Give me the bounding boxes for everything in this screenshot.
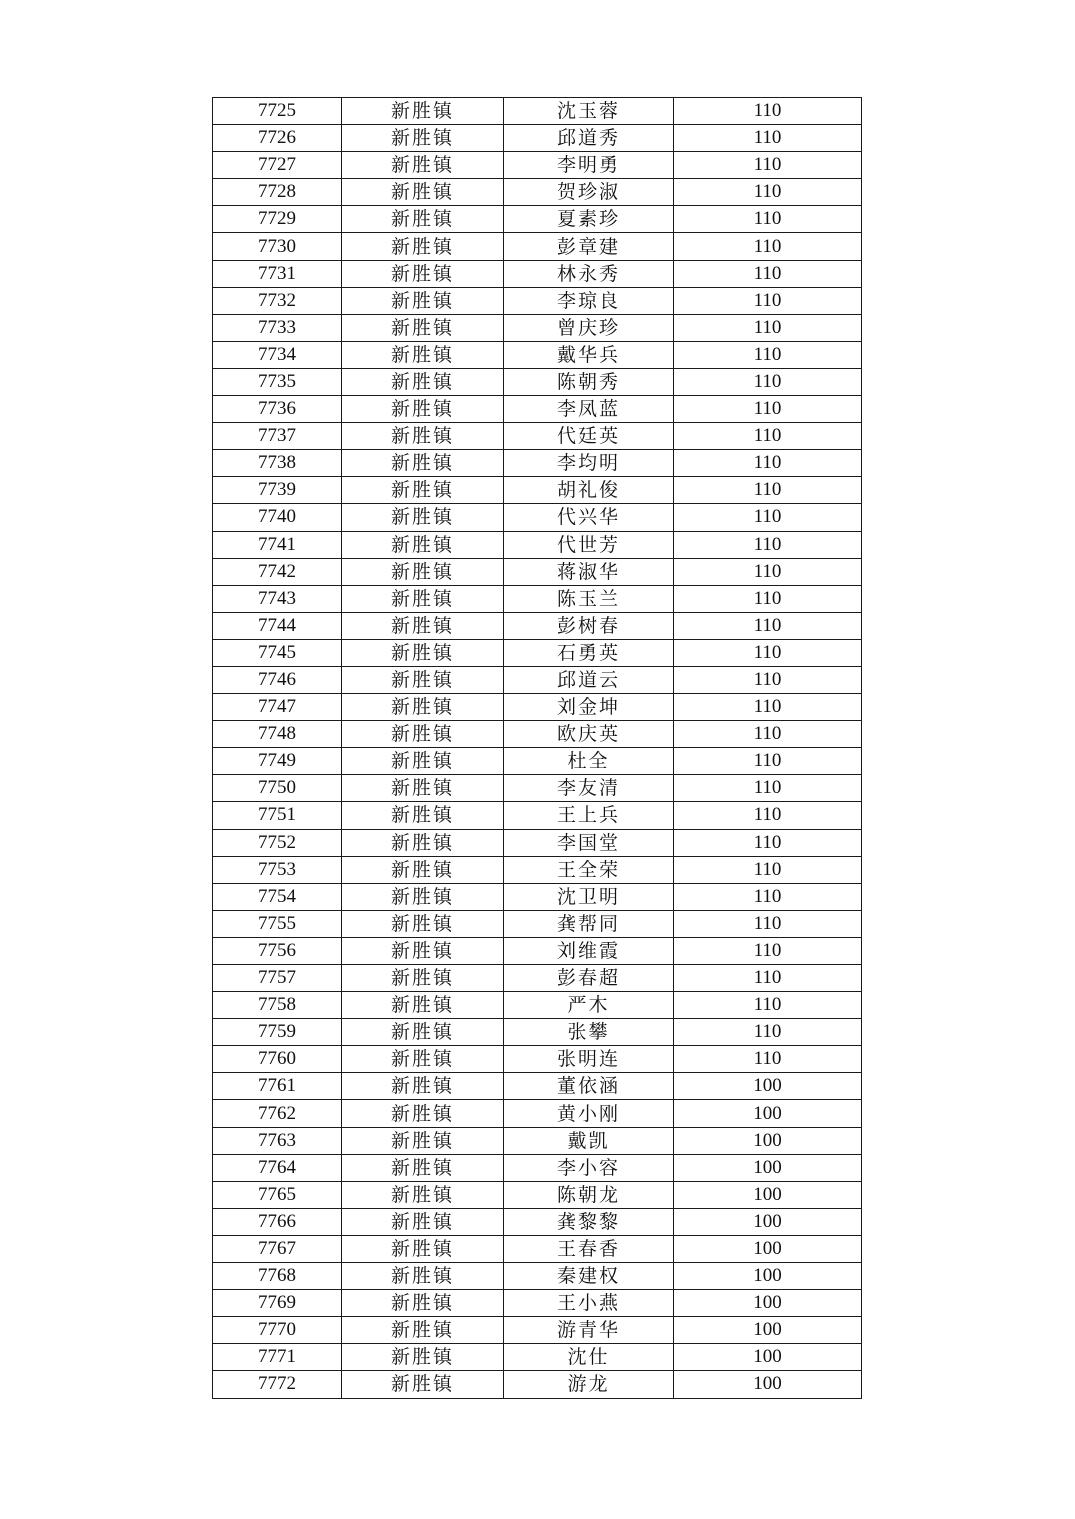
cell-town: 新胜镇 [342,1100,504,1127]
cell-serial-number: 7750 [213,775,342,802]
cell-town: 新胜镇 [342,558,504,585]
cell-person-name: 游青华 [504,1317,674,1344]
cell-town: 新胜镇 [342,937,504,964]
cell-town: 新胜镇 [342,1263,504,1290]
cell-serial-number: 7764 [213,1154,342,1181]
cell-serial-number: 7753 [213,856,342,883]
cell-serial-number: 7765 [213,1181,342,1208]
cell-person-name: 李明勇 [504,152,674,179]
table-row [213,1317,862,1344]
cell-person-name: 李国堂 [504,829,674,856]
cell-person-name: 沈仕 [504,1344,674,1371]
cell-serial-number: 7732 [213,287,342,314]
cell-serial-number: 7749 [213,748,342,775]
cell-town: 新胜镇 [342,802,504,829]
cell-amount: 110 [674,125,862,152]
table-row [213,1019,862,1046]
cell-amount: 110 [674,1019,862,1046]
cell-town: 新胜镇 [342,775,504,802]
cell-town: 新胜镇 [342,1317,504,1344]
table-row [213,423,862,450]
table-row [213,694,862,721]
cell-amount: 110 [674,396,862,423]
cell-town: 新胜镇 [342,314,504,341]
cell-serial-number: 7735 [213,368,342,395]
cell-town: 新胜镇 [342,585,504,612]
table-row [213,965,862,992]
cell-town: 新胜镇 [342,1073,504,1100]
table-row [213,531,862,558]
cell-town: 新胜镇 [342,179,504,206]
table-row [213,856,862,883]
cell-amount: 110 [674,910,862,937]
cell-person-name: 夏素珍 [504,206,674,233]
cell-person-name: 秦建权 [504,1263,674,1290]
cell-town: 新胜镇 [342,98,504,125]
cell-person-name: 沈卫明 [504,883,674,910]
cell-amount: 110 [674,368,862,395]
cell-amount: 110 [674,775,862,802]
cell-person-name: 游龙 [504,1371,674,1398]
table-row [213,152,862,179]
cell-person-name: 贺珍淑 [504,179,674,206]
cell-serial-number: 7747 [213,694,342,721]
cell-person-name: 代廷英 [504,423,674,450]
cell-town: 新胜镇 [342,612,504,639]
cell-amount: 110 [674,558,862,585]
cell-town: 新胜镇 [342,1181,504,1208]
cell-amount: 110 [674,531,862,558]
cell-serial-number: 7748 [213,721,342,748]
cell-amount: 110 [674,721,862,748]
table-row [213,179,862,206]
cell-serial-number: 7727 [213,152,342,179]
cell-amount: 100 [674,1208,862,1235]
cell-town: 新胜镇 [342,531,504,558]
cell-amount: 110 [674,287,862,314]
cell-serial-number: 7739 [213,477,342,504]
cell-person-name: 龚黎黎 [504,1208,674,1235]
table-row [213,558,862,585]
table-row [213,992,862,1019]
table-row [213,910,862,937]
table-row [213,1235,862,1262]
cell-person-name: 张攀 [504,1019,674,1046]
table-row [213,937,862,964]
table-row [213,721,862,748]
cell-amount: 110 [674,152,862,179]
table-row [213,1208,862,1235]
table-row [213,1100,862,1127]
cell-serial-number: 7730 [213,233,342,260]
cell-town: 新胜镇 [342,910,504,937]
cell-person-name: 王春香 [504,1235,674,1262]
cell-serial-number: 7741 [213,531,342,558]
cell-serial-number: 7768 [213,1263,342,1290]
cell-town: 新胜镇 [342,287,504,314]
cell-town: 新胜镇 [342,883,504,910]
cell-amount: 110 [674,965,862,992]
cell-town: 新胜镇 [342,1019,504,1046]
cell-town: 新胜镇 [342,1208,504,1235]
cell-person-name: 曾庆珍 [504,314,674,341]
roster-table [212,97,862,1399]
cell-amount: 110 [674,1046,862,1073]
table-row [213,396,862,423]
cell-amount: 110 [674,666,862,693]
cell-person-name: 胡礼俊 [504,477,674,504]
table-row [213,341,862,368]
cell-amount: 110 [674,341,862,368]
cell-amount: 110 [674,883,862,910]
table-row [213,287,862,314]
cell-serial-number: 7772 [213,1371,342,1398]
cell-person-name: 彭章建 [504,233,674,260]
table-row [213,775,862,802]
cell-amount: 110 [674,450,862,477]
cell-amount: 100 [674,1317,862,1344]
cell-serial-number: 7734 [213,341,342,368]
cell-serial-number: 7744 [213,612,342,639]
table-row [213,477,862,504]
cell-town: 新胜镇 [342,125,504,152]
cell-serial-number: 7769 [213,1290,342,1317]
table-row [213,125,862,152]
cell-town: 新胜镇 [342,368,504,395]
cell-serial-number: 7767 [213,1235,342,1262]
cell-person-name: 李琼良 [504,287,674,314]
cell-person-name: 石勇英 [504,639,674,666]
cell-serial-number: 7746 [213,666,342,693]
cell-town: 新胜镇 [342,1127,504,1154]
table-row [213,450,862,477]
cell-person-name: 代世芳 [504,531,674,558]
table-row [213,1154,862,1181]
cell-serial-number: 7751 [213,802,342,829]
cell-amount: 110 [674,639,862,666]
table-row [213,666,862,693]
cell-serial-number: 7733 [213,314,342,341]
table-row [213,1046,862,1073]
cell-town: 新胜镇 [342,1235,504,1262]
table-row [213,1371,862,1398]
cell-town: 新胜镇 [342,233,504,260]
table-row [213,1181,862,1208]
cell-town: 新胜镇 [342,721,504,748]
cell-amount: 110 [674,233,862,260]
cell-amount: 110 [674,260,862,287]
cell-serial-number: 7731 [213,260,342,287]
cell-serial-number: 7737 [213,423,342,450]
cell-town: 新胜镇 [342,1046,504,1073]
cell-person-name: 邱道云 [504,666,674,693]
cell-serial-number: 7728 [213,179,342,206]
cell-town: 新胜镇 [342,856,504,883]
table-row [213,829,862,856]
table-row [213,1127,862,1154]
cell-person-name: 欧庆英 [504,721,674,748]
cell-town: 新胜镇 [342,504,504,531]
cell-town: 新胜镇 [342,992,504,1019]
cell-serial-number: 7745 [213,639,342,666]
cell-amount: 110 [674,179,862,206]
cell-amount: 110 [674,612,862,639]
cell-amount: 110 [674,937,862,964]
cell-person-name: 王全荣 [504,856,674,883]
cell-town: 新胜镇 [342,450,504,477]
table-row [213,1263,862,1290]
cell-person-name: 陈朝龙 [504,1181,674,1208]
cell-person-name: 彭树春 [504,612,674,639]
cell-serial-number: 7754 [213,883,342,910]
cell-amount: 110 [674,585,862,612]
cell-serial-number: 7738 [213,450,342,477]
cell-serial-number: 7742 [213,558,342,585]
cell-town: 新胜镇 [342,965,504,992]
cell-amount: 110 [674,748,862,775]
cell-amount: 100 [674,1263,862,1290]
table-row [213,260,862,287]
cell-person-name: 李凤蓝 [504,396,674,423]
cell-serial-number: 7757 [213,965,342,992]
cell-amount: 110 [674,504,862,531]
cell-amount: 100 [674,1073,862,1100]
table-row [213,504,862,531]
table-row [213,612,862,639]
cell-serial-number: 7752 [213,829,342,856]
cell-amount: 110 [674,992,862,1019]
cell-town: 新胜镇 [342,666,504,693]
cell-person-name: 陈朝秀 [504,368,674,395]
cell-person-name: 沈玉蓉 [504,98,674,125]
cell-amount: 110 [674,314,862,341]
cell-person-name: 李小容 [504,1154,674,1181]
cell-person-name: 李均明 [504,450,674,477]
table-row [213,639,862,666]
cell-amount: 100 [674,1344,862,1371]
table-row [213,1073,862,1100]
cell-serial-number: 7761 [213,1073,342,1100]
table-row [213,98,862,125]
roster-table-body [213,98,862,1399]
cell-person-name: 邱道秀 [504,125,674,152]
cell-serial-number: 7756 [213,937,342,964]
cell-person-name: 张明连 [504,1046,674,1073]
cell-person-name: 代兴华 [504,504,674,531]
cell-amount: 100 [674,1100,862,1127]
cell-amount: 110 [674,423,862,450]
cell-amount: 100 [674,1235,862,1262]
cell-serial-number: 7729 [213,206,342,233]
cell-person-name: 杜全 [504,748,674,775]
cell-amount: 110 [674,829,862,856]
cell-amount: 110 [674,694,862,721]
cell-person-name: 黄小刚 [504,1100,674,1127]
cell-serial-number: 7770 [213,1317,342,1344]
cell-person-name: 林永秀 [504,260,674,287]
cell-amount: 100 [674,1290,862,1317]
cell-town: 新胜镇 [342,1371,504,1398]
cell-serial-number: 7763 [213,1127,342,1154]
cell-amount: 110 [674,206,862,233]
table-row [213,1290,862,1317]
cell-person-name: 李友清 [504,775,674,802]
cell-town: 新胜镇 [342,341,504,368]
table-row [213,802,862,829]
cell-town: 新胜镇 [342,1154,504,1181]
table-row [213,585,862,612]
table-row [213,368,862,395]
cell-serial-number: 7740 [213,504,342,531]
cell-town: 新胜镇 [342,396,504,423]
cell-person-name: 蒋淑华 [504,558,674,585]
cell-town: 新胜镇 [342,694,504,721]
table-row [213,1344,862,1371]
table-row [213,206,862,233]
cell-serial-number: 7762 [213,1100,342,1127]
cell-town: 新胜镇 [342,423,504,450]
cell-serial-number: 7736 [213,396,342,423]
cell-person-name: 王小燕 [504,1290,674,1317]
table-row [213,314,862,341]
cell-serial-number: 7758 [213,992,342,1019]
cell-amount: 110 [674,856,862,883]
cell-amount: 110 [674,802,862,829]
cell-person-name: 陈玉兰 [504,585,674,612]
cell-town: 新胜镇 [342,748,504,775]
cell-serial-number: 7766 [213,1208,342,1235]
table-row [213,748,862,775]
cell-town: 新胜镇 [342,829,504,856]
cell-town: 新胜镇 [342,152,504,179]
table-row [213,233,862,260]
cell-serial-number: 7725 [213,98,342,125]
cell-amount: 100 [674,1154,862,1181]
cell-person-name: 严木 [504,992,674,1019]
cell-town: 新胜镇 [342,260,504,287]
cell-serial-number: 7760 [213,1046,342,1073]
cell-serial-number: 7726 [213,125,342,152]
cell-town: 新胜镇 [342,206,504,233]
cell-person-name: 董依涵 [504,1073,674,1100]
cell-person-name: 戴凯 [504,1127,674,1154]
cell-person-name: 刘维霞 [504,937,674,964]
cell-town: 新胜镇 [342,1344,504,1371]
cell-amount: 110 [674,477,862,504]
cell-amount: 100 [674,1127,862,1154]
cell-amount: 100 [674,1181,862,1208]
cell-person-name: 刘金坤 [504,694,674,721]
cell-person-name: 王上兵 [504,802,674,829]
cell-person-name: 彭春超 [504,965,674,992]
cell-town: 新胜镇 [342,639,504,666]
table-row [213,883,862,910]
cell-serial-number: 7743 [213,585,342,612]
cell-amount: 100 [674,1371,862,1398]
cell-person-name: 龚帮同 [504,910,674,937]
cell-serial-number: 7755 [213,910,342,937]
cell-serial-number: 7759 [213,1019,342,1046]
cell-amount: 110 [674,98,862,125]
cell-serial-number: 7771 [213,1344,342,1371]
cell-town: 新胜镇 [342,1290,504,1317]
cell-person-name: 戴华兵 [504,341,674,368]
cell-town: 新胜镇 [342,477,504,504]
